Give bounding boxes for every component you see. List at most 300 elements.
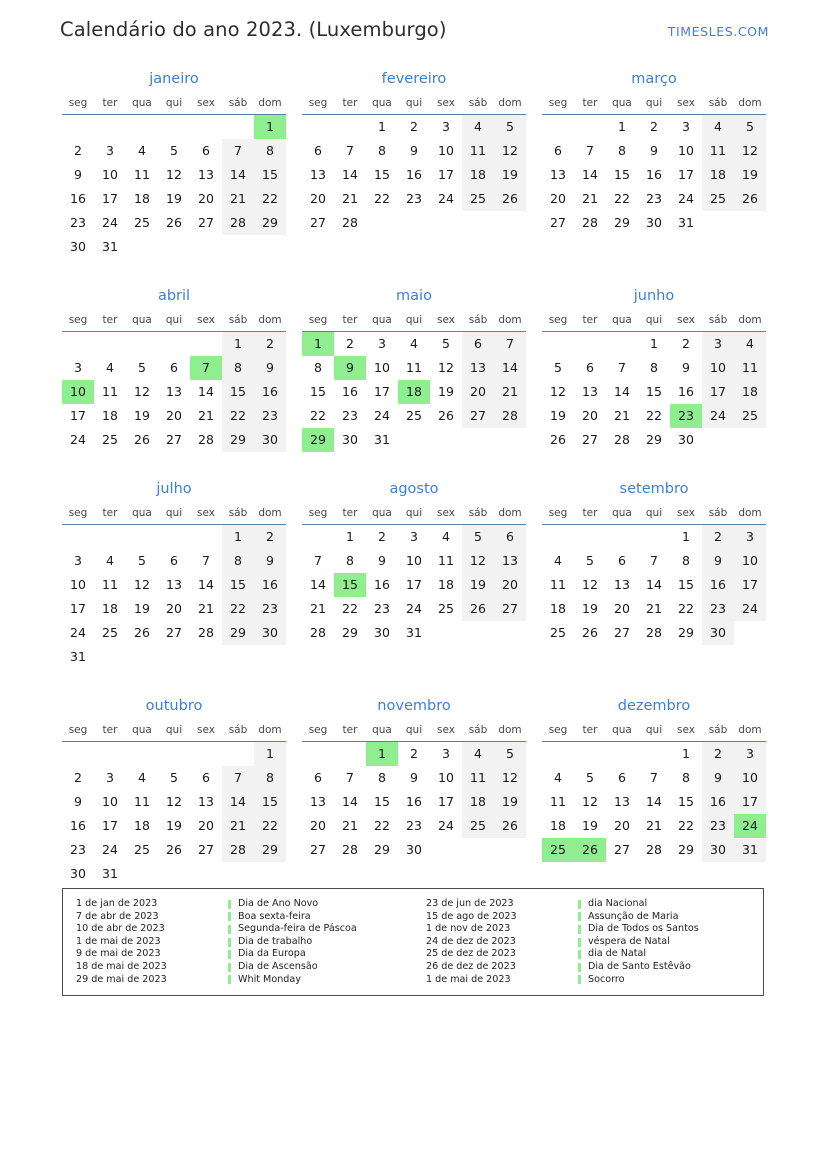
day-cell[interactable]: 29 [222,428,254,452]
day-cell[interactable]: 1 [222,525,254,550]
day-cell[interactable]: 7 [222,766,254,790]
day-cell[interactable]: 8 [222,549,254,573]
day-cell[interactable]: 31 [406,625,422,640]
day-cell[interactable]: 22 [310,408,326,423]
day-cell[interactable]: 27 [582,432,598,447]
day-cell[interactable]: 21 [198,408,214,423]
day-cell[interactable]: 18 [702,163,734,187]
day-cell[interactable]: 22 [374,818,390,833]
day-cell[interactable]: 18 [134,191,150,206]
day-cell[interactable]: 4 [554,770,562,785]
day-cell[interactable]: 30 [254,621,286,645]
day-cell[interactable]: 1 [222,332,254,357]
day-cell[interactable]: 12 [494,766,526,790]
day-cell[interactable]: 15 [222,380,254,404]
day-cell[interactable]: 18 [102,601,118,616]
day-cell[interactable]: 20 [494,573,526,597]
day-cell[interactable]: 20 [310,818,326,833]
day-cell[interactable]: 19 [438,384,454,399]
day-cell[interactable]: 28 [222,838,254,862]
day-cell[interactable]: 8 [650,360,658,375]
day-cell[interactable]: 20 [582,408,598,423]
day-cell[interactable]: 17 [438,794,454,809]
day-cell[interactable]: 27 [166,432,182,447]
day-cell[interactable]: 19 [582,601,598,616]
day-cell[interactable]: 24 [734,597,766,621]
day-cell[interactable]: 23 [406,818,422,833]
day-cell[interactable]: 6 [170,360,178,375]
day-cell[interactable]: 17 [102,818,118,833]
day-cell[interactable]: 13 [166,384,182,399]
day-cell[interactable]: 27 [198,842,214,857]
day-cell[interactable]: 20 [462,380,494,404]
day-cell[interactable]: 25 [134,215,150,230]
day-cell[interactable]: 6 [554,143,562,158]
day-cell[interactable]: 21 [646,601,662,616]
day-cell[interactable]: 6 [618,553,626,568]
day-cell[interactable]: 16 [374,577,390,592]
day-cell-holiday[interactable]: 7 [190,356,222,380]
day-cell[interactable]: 23 [70,215,86,230]
day-cell[interactable]: 19 [582,818,598,833]
day-cell[interactable]: 12 [494,139,526,163]
day-cell[interactable]: 21 [342,191,358,206]
day-cell-holiday[interactable]: 25 [542,838,574,862]
day-cell[interactable]: 4 [106,360,114,375]
day-cell[interactable]: 3 [410,529,418,544]
day-cell[interactable]: 26 [438,408,454,423]
day-cell[interactable]: 2 [410,119,418,134]
day-cell[interactable]: 10 [406,553,422,568]
day-cell[interactable]: 14 [222,790,254,814]
day-cell[interactable]: 16 [254,380,286,404]
day-cell[interactable]: 1 [378,119,386,134]
day-cell[interactable]: 31 [374,432,390,447]
day-cell[interactable]: 26 [550,432,566,447]
day-cell[interactable]: 24 [70,625,86,640]
day-cell-holiday[interactable]: 18 [398,380,430,404]
day-cell[interactable]: 23 [70,842,86,857]
day-cell[interactable]: 9 [650,143,658,158]
day-cell-holiday[interactable]: 23 [670,404,702,428]
day-cell[interactable]: 12 [134,384,150,399]
day-cell[interactable]: 2 [702,742,734,767]
day-cell[interactable]: 15 [374,167,390,182]
day-cell[interactable]: 16 [406,167,422,182]
day-cell[interactable]: 14 [646,577,662,592]
day-cell[interactable]: 29 [342,625,358,640]
day-cell[interactable]: 9 [682,360,690,375]
day-cell[interactable]: 25 [102,432,118,447]
day-cell[interactable]: 8 [682,770,690,785]
day-cell[interactable]: 29 [374,842,390,857]
day-cell[interactable]: 6 [314,770,322,785]
day-cell[interactable]: 15 [614,167,630,182]
day-cell[interactable]: 21 [222,187,254,211]
day-cell[interactable]: 21 [582,191,598,206]
day-cell[interactable]: 28 [582,215,598,230]
day-cell[interactable]: 15 [646,384,662,399]
day-cell[interactable]: 22 [342,601,358,616]
day-cell[interactable]: 10 [734,766,766,790]
day-cell[interactable]: 7 [346,143,354,158]
day-cell[interactable]: 22 [678,818,694,833]
day-cell[interactable]: 30 [406,842,422,857]
day-cell[interactable]: 27 [494,597,526,621]
day-cell[interactable]: 31 [678,215,694,230]
day-cell[interactable]: 5 [170,143,178,158]
day-cell[interactable]: 24 [70,432,86,447]
day-cell[interactable]: 9 [74,167,82,182]
day-cell[interactable]: 12 [582,577,598,592]
day-cell-holiday[interactable]: 29 [302,428,334,452]
day-cell[interactable]: 19 [494,790,526,814]
day-cell[interactable]: 30 [702,621,734,645]
day-cell[interactable]: 11 [462,139,494,163]
day-cell[interactable]: 5 [138,553,146,568]
day-cell[interactable]: 22 [222,404,254,428]
day-cell[interactable]: 12 [550,384,566,399]
day-cell[interactable]: 11 [134,167,150,182]
day-cell[interactable]: 3 [734,525,766,550]
day-cell[interactable]: 14 [646,794,662,809]
day-cell[interactable]: 9 [410,770,418,785]
day-cell[interactable]: 29 [678,842,694,857]
day-cell[interactable]: 12 [166,167,182,182]
day-cell[interactable]: 27 [198,215,214,230]
day-cell[interactable]: 24 [438,818,454,833]
day-cell[interactable]: 22 [254,187,286,211]
day-cell[interactable]: 19 [462,573,494,597]
day-cell[interactable]: 27 [550,215,566,230]
day-cell[interactable]: 19 [134,601,150,616]
day-cell[interactable]: 25 [406,408,422,423]
day-cell[interactable]: 13 [166,577,182,592]
day-cell[interactable]: 28 [198,625,214,640]
day-cell[interactable]: 14 [198,577,214,592]
day-cell[interactable]: 4 [462,742,494,767]
day-cell[interactable]: 25 [134,842,150,857]
day-cell[interactable]: 29 [254,838,286,862]
day-cell[interactable]: 19 [166,191,182,206]
day-cell[interactable]: 10 [678,143,694,158]
day-cell[interactable]: 23 [702,597,734,621]
day-cell[interactable]: 26 [494,187,526,211]
day-cell[interactable]: 7 [650,770,658,785]
day-cell[interactable]: 26 [582,625,598,640]
day-cell[interactable]: 18 [462,790,494,814]
day-cell[interactable]: 13 [310,794,326,809]
day-cell[interactable]: 8 [346,553,354,568]
day-cell[interactable]: 7 [618,360,626,375]
day-cell[interactable]: 25 [550,625,566,640]
day-cell[interactable]: 16 [70,191,86,206]
day-cell[interactable]: 24 [678,191,694,206]
day-cell[interactable]: 4 [106,553,114,568]
day-cell[interactable]: 20 [198,191,214,206]
day-cell[interactable]: 15 [254,790,286,814]
day-cell-holiday[interactable]: 9 [334,356,366,380]
day-cell[interactable]: 31 [734,838,766,862]
day-cell[interactable]: 10 [374,360,390,375]
day-cell[interactable]: 6 [202,143,210,158]
day-cell[interactable]: 16 [646,167,662,182]
day-cell[interactable]: 29 [222,621,254,645]
day-cell[interactable]: 27 [310,842,326,857]
day-cell[interactable]: 23 [254,404,286,428]
day-cell[interactable]: 21 [310,601,326,616]
day-cell[interactable]: 16 [342,384,358,399]
day-cell[interactable]: 21 [614,408,630,423]
day-cell[interactable]: 26 [134,625,150,640]
day-cell[interactable]: 10 [702,356,734,380]
day-cell[interactable]: 9 [378,553,386,568]
day-cell[interactable]: 28 [342,842,358,857]
day-cell[interactable]: 20 [310,191,326,206]
day-cell[interactable]: 29 [254,211,286,235]
day-cell[interactable]: 1 [682,746,690,761]
day-cell[interactable]: 24 [438,191,454,206]
site-brand-link[interactable]: TIMESLES.COM [667,24,769,39]
day-cell[interactable]: 17 [70,408,86,423]
day-cell[interactable]: 7 [202,553,210,568]
day-cell[interactable]: 11 [102,384,118,399]
day-cell[interactable]: 5 [734,115,766,140]
day-cell[interactable]: 17 [374,384,390,399]
day-cell[interactable]: 18 [438,577,454,592]
day-cell[interactable]: 12 [166,794,182,809]
day-cell[interactable]: 11 [550,794,566,809]
day-cell[interactable]: 23 [374,601,390,616]
day-cell-holiday[interactable]: 15 [334,573,366,597]
day-cell[interactable]: 1 [650,336,658,351]
day-cell[interactable]: 18 [550,818,566,833]
day-cell[interactable]: 13 [310,167,326,182]
day-cell[interactable]: 25 [734,404,766,428]
day-cell[interactable]: 21 [494,380,526,404]
day-cell[interactable]: 4 [734,332,766,357]
day-cell[interactable]: 4 [138,143,146,158]
day-cell[interactable]: 12 [134,577,150,592]
day-cell[interactable]: 7 [314,553,322,568]
day-cell[interactable]: 18 [550,601,566,616]
day-cell[interactable]: 9 [702,549,734,573]
day-cell[interactable]: 8 [254,766,286,790]
day-cell[interactable]: 11 [462,766,494,790]
day-cell[interactable]: 15 [678,794,694,809]
day-cell[interactable]: 20 [614,601,630,616]
day-cell[interactable]: 14 [310,577,326,592]
day-cell[interactable]: 19 [166,818,182,833]
day-cell[interactable]: 11 [102,577,118,592]
day-cell[interactable]: 31 [70,649,86,664]
day-cell[interactable]: 12 [462,549,494,573]
day-cell[interactable]: 14 [342,794,358,809]
day-cell[interactable]: 6 [618,770,626,785]
day-cell[interactable]: 6 [586,360,594,375]
day-cell[interactable]: 8 [378,770,386,785]
day-cell[interactable]: 3 [378,336,386,351]
day-cell[interactable]: 30 [702,838,734,862]
day-cell[interactable]: 14 [494,356,526,380]
day-cell[interactable]: 24 [102,842,118,857]
day-cell[interactable]: 20 [166,601,182,616]
day-cell[interactable]: 17 [438,167,454,182]
day-cell[interactable]: 24 [102,215,118,230]
day-cell[interactable]: 25 [462,814,494,838]
day-cell[interactable]: 8 [222,356,254,380]
day-cell[interactable]: 2 [346,336,354,351]
day-cell[interactable]: 11 [406,360,422,375]
day-cell[interactable]: 5 [494,742,526,767]
day-cell[interactable]: 1 [254,742,286,767]
day-cell[interactable]: 20 [550,191,566,206]
day-cell[interactable]: 23 [406,191,422,206]
day-cell[interactable]: 22 [614,191,630,206]
day-cell-holiday[interactable]: 26 [574,838,606,862]
day-cell[interactable]: 22 [222,597,254,621]
day-cell[interactable]: 8 [682,553,690,568]
day-cell[interactable]: 2 [254,332,286,357]
day-cell[interactable]: 28 [310,625,326,640]
day-cell[interactable]: 26 [166,842,182,857]
day-cell[interactable]: 4 [702,115,734,140]
day-cell[interactable]: 12 [734,139,766,163]
day-cell[interactable]: 27 [166,625,182,640]
day-cell[interactable]: 25 [438,601,454,616]
day-cell[interactable]: 11 [550,577,566,592]
day-cell[interactable]: 27 [614,842,630,857]
day-cell[interactable]: 30 [342,432,358,447]
day-cell[interactable]: 18 [462,163,494,187]
day-cell[interactable]: 26 [734,187,766,211]
day-cell[interactable]: 7 [650,553,658,568]
day-cell[interactable]: 8 [618,143,626,158]
day-cell[interactable]: 3 [106,770,114,785]
day-cell[interactable]: 13 [462,356,494,380]
day-cell[interactable]: 11 [734,356,766,380]
day-cell[interactable]: 10 [70,577,86,592]
day-cell[interactable]: 30 [70,239,86,254]
day-cell[interactable]: 18 [102,408,118,423]
day-cell[interactable]: 16 [406,794,422,809]
day-cell[interactable]: 26 [166,215,182,230]
day-cell[interactable]: 21 [342,818,358,833]
day-cell[interactable]: 26 [462,597,494,621]
day-cell[interactable]: 15 [310,384,326,399]
day-cell[interactable]: 3 [74,553,82,568]
day-cell[interactable]: 17 [678,167,694,182]
day-cell[interactable]: 29 [614,215,630,230]
day-cell[interactable]: 27 [462,404,494,428]
day-cell[interactable]: 17 [734,790,766,814]
day-cell[interactable]: 31 [102,239,118,254]
day-cell[interactable]: 3 [74,360,82,375]
day-cell[interactable]: 5 [554,360,562,375]
day-cell[interactable]: 10 [102,167,118,182]
day-cell[interactable]: 14 [198,384,214,399]
day-cell[interactable]: 15 [222,573,254,597]
day-cell[interactable]: 30 [646,215,662,230]
day-cell[interactable]: 17 [734,573,766,597]
day-cell[interactable]: 28 [494,404,526,428]
day-cell[interactable]: 10 [734,549,766,573]
day-cell[interactable]: 16 [70,818,86,833]
day-cell[interactable]: 23 [702,814,734,838]
day-cell[interactable]: 30 [254,428,286,452]
day-cell[interactable]: 14 [614,384,630,399]
day-cell[interactable]: 9 [702,766,734,790]
day-cell[interactable]: 10 [102,794,118,809]
day-cell[interactable]: 17 [702,380,734,404]
day-cell[interactable]: 5 [462,525,494,550]
day-cell[interactable]: 4 [410,336,418,351]
day-cell[interactable]: 20 [166,408,182,423]
day-cell[interactable]: 6 [462,332,494,357]
day-cell-holiday[interactable]: 10 [62,380,94,404]
day-cell[interactable]: 28 [646,842,662,857]
day-cell[interactable]: 24 [406,601,422,616]
day-cell[interactable]: 22 [646,408,662,423]
day-cell[interactable]: 27 [614,625,630,640]
day-cell[interactable]: 1 [346,529,354,544]
day-cell[interactable]: 14 [222,163,254,187]
day-cell[interactable]: 1 [682,529,690,544]
day-cell[interactable]: 13 [494,549,526,573]
day-cell[interactable]: 2 [410,746,418,761]
day-cell[interactable]: 16 [254,573,286,597]
day-cell[interactable]: 30 [70,866,86,881]
day-cell[interactable]: 8 [314,360,322,375]
day-cell[interactable]: 11 [438,553,454,568]
day-cell[interactable]: 27 [310,215,326,230]
day-cell[interactable]: 28 [222,211,254,235]
day-cell[interactable]: 9 [410,143,418,158]
day-cell[interactable]: 11 [134,794,150,809]
day-cell[interactable]: 14 [582,167,598,182]
day-cell[interactable]: 28 [342,215,358,230]
day-cell[interactable]: 25 [702,187,734,211]
day-cell[interactable]: 6 [170,553,178,568]
day-cell[interactable]: 3 [442,746,450,761]
day-cell[interactable]: 4 [554,553,562,568]
day-cell[interactable]: 7 [586,143,594,158]
day-cell[interactable]: 5 [586,770,594,785]
day-cell-holiday[interactable]: 1 [302,332,334,357]
day-cell-holiday[interactable]: 1 [366,742,398,767]
day-cell[interactable]: 21 [222,814,254,838]
day-cell[interactable]: 7 [494,332,526,357]
day-cell[interactable]: 8 [378,143,386,158]
day-cell[interactable]: 28 [614,432,630,447]
day-cell[interactable]: 18 [134,818,150,833]
day-cell[interactable]: 6 [202,770,210,785]
day-cell[interactable]: 22 [254,814,286,838]
day-cell[interactable]: 10 [438,770,454,785]
day-cell[interactable]: 5 [138,360,146,375]
day-cell[interactable]: 11 [702,139,734,163]
day-cell[interactable]: 9 [74,794,82,809]
day-cell[interactable]: 21 [646,818,662,833]
day-cell[interactable]: 10 [438,143,454,158]
day-cell[interactable]: 5 [442,336,450,351]
day-cell[interactable]: 4 [138,770,146,785]
day-cell[interactable]: 4 [462,115,494,140]
day-cell[interactable]: 3 [442,119,450,134]
day-cell[interactable]: 30 [374,625,390,640]
day-cell[interactable]: 3 [734,742,766,767]
day-cell[interactable]: 1 [618,119,626,134]
